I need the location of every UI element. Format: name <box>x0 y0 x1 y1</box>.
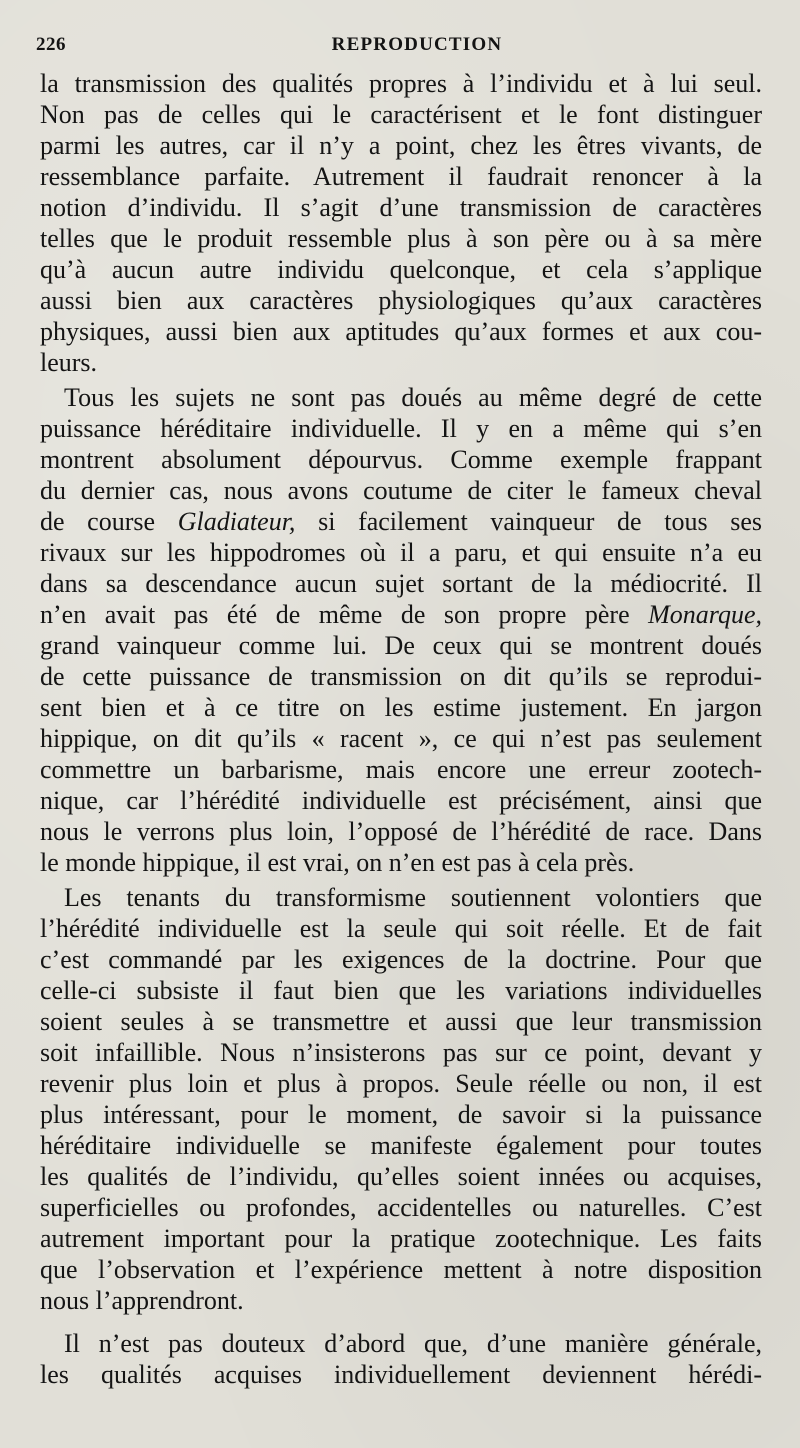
page-header <box>36 34 762 60</box>
text-line: superficielles ou profondes, accidentelles ou naturelles. C’est <box>40 1193 762 1222</box>
text-line: la transmission des qualités propres à l’individu et à lui seul. <box>40 69 762 98</box>
text-line: nous l’apprendront. <box>40 1286 244 1315</box>
text-line: autrement important pour la pratique zootechnique. Les faits <box>40 1224 762 1253</box>
paragraph-4 <box>40 1328 762 1390</box>
text-line: celle-ci subsiste il faut bien que les variations individuelles <box>40 976 762 1005</box>
text-line: commettre un barbarisme, mais encore une erreur zootech- <box>40 755 762 784</box>
text-line: telles que le produit ressemble plus à son père ou à sa mère <box>40 224 762 253</box>
text-line: qu’à aucun autre individu quelconque, et cela s’applique <box>40 255 762 284</box>
text-line: le monde hippique, il est vrai, on n’en est pas à cela près. <box>40 848 635 877</box>
horse-name-monarque: Monarque, <box>648 600 762 629</box>
text-line: les qualités acquises individuellement deviennent hérédi- <box>40 1360 762 1389</box>
text-line: notion d’individu. Il s’agit d’une transmission de caractères <box>40 193 762 222</box>
text-line: nous le verrons plus loin, l’opposé de l’hérédité de race. Dans <box>40 817 762 846</box>
text-line: du dernier cas, nous avons coutume de citer le fameux cheval <box>40 476 762 505</box>
text-line: Non pas de celles qui le caractérisent et le font distinguer <box>40 100 762 129</box>
text-line: l’hérédité individuelle est la seule qui soit réelle. Et de fait <box>40 914 762 943</box>
page-number: 226 <box>36 34 66 55</box>
text-line: Il n’est pas douteux d’abord que, d’une manière générale, <box>64 1329 762 1358</box>
text-line: nique, car l’hérédité individuelle est précisément, ainsi que <box>40 786 762 815</box>
text-fragment: si facilement vainqueur de tous ses <box>295 507 762 536</box>
text-line: que l’observation et l’expérience mettent à notre disposition <box>40 1255 762 1284</box>
text-line: de cette puissance de transmission on dit qu’ils se reprodui- <box>40 662 762 691</box>
text-line: leurs. <box>40 348 98 377</box>
text-line: puissance héréditaire individuelle. Il y en a même qui s’en <box>40 414 762 443</box>
horse-name-gladiateur: Gladiateur, <box>177 507 296 536</box>
text-line: grand vainqueur comme lui. De ceux qui se montrent doués <box>40 631 762 660</box>
text-line: parmi les autres, car il n’y a point, chez les êtres vivants, de <box>40 131 762 160</box>
text-line: sent bien et à ce titre on les estime justement. En jargon <box>40 693 762 722</box>
text-line: physiques, aussi bien aux aptitudes qu’aux formes et aux cou- <box>40 317 762 346</box>
text-line: ressemblance parfaite. Autrement il faudrait renoncer à la <box>40 162 762 191</box>
text-line: soient seules à se transmettre et aussi que leur transmission <box>40 1007 762 1036</box>
text-line: Les tenants du transformisme soutiennent volontiers que <box>64 883 762 912</box>
text-line: soit infaillible. Nous n’insisterons pas sur ce point, devant y <box>40 1038 762 1067</box>
text-line: rivaux sur les hippodromes où il a paru, et qui ensuite n’a eu <box>40 538 762 567</box>
text-line: héréditaire individuelle se manifeste également pour toutes <box>40 1131 762 1160</box>
text-fragment: n’en avait pas été de même de son propre père <box>40 600 649 629</box>
text-line: revenir plus loin et plus à propos. Seule réelle ou non, il est <box>40 1069 762 1098</box>
text-line-gladiateur <box>40 506 762 537</box>
text-line: aussi bien aux caractères physiologiques qu’aux caractères <box>40 286 762 315</box>
text-line: c’est commandé par les exigences de la doctrine. Pour que <box>40 945 762 974</box>
running-title: REPRODUCTION <box>331 34 503 55</box>
paragraph-3 <box>40 882 762 1316</box>
text-line: dans sa descendance aucun sujet sortant de la médiocrité. Il <box>40 569 762 598</box>
text-line: montrent absolument dépourvus. Comme exemple frappant <box>40 445 762 474</box>
page-body <box>40 68 762 1394</box>
paragraph-2 <box>40 382 762 878</box>
text-line: Tous les sujets ne sont pas doués au même degré de cette <box>64 383 762 412</box>
text-fragment: de course <box>40 507 178 536</box>
text-line: hippique, on dit qu’ils « racent », ce qui n’est pas seulement <box>40 724 762 753</box>
text-line: plus intéressant, pour le moment, de savoir si la puissance <box>40 1100 762 1129</box>
text-line: les qualités de l’individu, qu’elles soient innées ou acquises, <box>40 1162 762 1191</box>
paragraph-1 <box>40 68 762 378</box>
text-line-monarque <box>40 599 762 630</box>
